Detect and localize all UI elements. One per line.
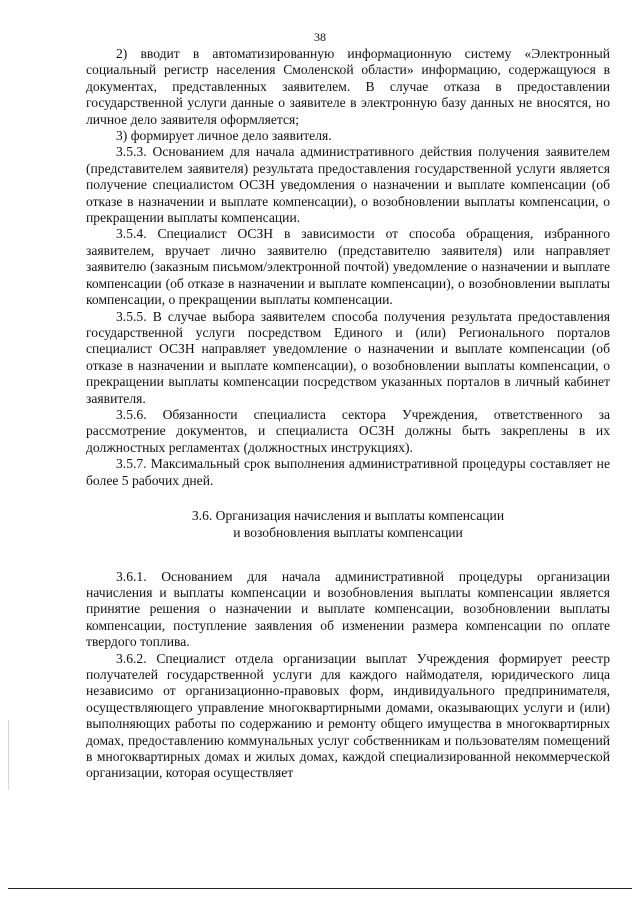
paragraph-3-6-1: 3.6.1. Основанием для начала административной процедуры организации начисления и выплаты компенсации и возобновления выплаты компенсации является принятие решения о назначении и выплате компенсации, возобновлении выплаты компенсации, поступление заявления об изменении размера компенсации по оплате твердого топлива. (86, 568, 610, 650)
paragraph-3-5-5: 3.5.5. В случае выбора заявителем способа получения результата предоставления государственной услуги посредством Единого и (или) Регионального порталов специалист ОСЗН направляет уведомление о назначении и выплате компенсации (об отказе в назначении и выплате компенсации), о возобновлении выплаты компенсации, о прекращении выплаты компенсации посредством указанных порталов в личный кабинет заявителя. (86, 308, 610, 406)
section-heading-3-6 (86, 508, 610, 542)
scan-artifact (8, 720, 9, 790)
paragraph-3-5-4: 3.5.4. Специалист ОСЗН в зависимости от способа обращения, избранного заявителем, вручает лично заявителю (представителю заявителя) или направляет заявителю (заказным письмом/электронной почтой) уведомление о назначении и выплате компенсации (об отказе в назначении и выплате компенсации), о возобновлении выплаты компенсации, о прекращении выплаты компенсации. (86, 226, 610, 308)
page-bottom-rule (8, 888, 632, 889)
page-number: 38 (314, 30, 326, 44)
section-heading-line-1: 3.6. Организация начисления и выплаты компенсации (191, 507, 505, 523)
paragraph-3-5-3: 3.5.3. Основанием для начала административного действия получения заявителем (представителем заявителя) результата предоставления государственной услуги является получение специалистом ОСЗН уведомления о назначении и выплате компенсации (об отказе в назначении и выплате компенсации), о возобновлении выплаты компенсации, о прекращении выплаты компенсации. (86, 144, 610, 226)
paragraph-3-6-2: 3.6.2. Специалист отдела организации выплат Учреждения формирует реестр получателей государственной услуги для каждого наймодателя, юридического лица независимо от организационно-правовых форм, индивидуального предпринимателя, осуществляющего управление многоквартирными домами, оказывающих услуги и (или) выполняющих работы по содержанию и ремонту общего имущества в многоквартирных домах, предоставлению коммунальных услуг собственникам и пользователям помещений в многоквартирных домах и жилых домах, каждой специализированной некоммерческой организации, которая осуществляет (86, 650, 610, 781)
section-heading-line-2: и возобновления выплаты компенсации (233, 524, 463, 540)
paragraph-3-5-2-item-3: 3) формирует личное дело заявителя. (116, 128, 332, 144)
paragraph-3-5-7: 3.5.7. Максимальный срок выполнения административной процедуры составляет не более 5 рабочих дней. (86, 456, 610, 488)
paragraph-3-5-6: 3.5.6. Обязанности специалиста сектора Учреждения, ответственного за рассмотрение документов, и специалиста ОСЗН должны быть закреплены в их должностных регламентах (должностных инструкциях). (86, 406, 610, 455)
paragraph-3-5-2-item-2: 2) вводит в автоматизированную информационную систему «Электронный социальный регистр населения Смоленской области» информацию, содержащуюся в документах, представленных заявителем. В случае отказа в предоставлении государственной услуги данные о заявителе в электронную базу данных не вносятся, но личное дело заявителя оформляется; (86, 46, 610, 127)
document-body (86, 46, 610, 782)
